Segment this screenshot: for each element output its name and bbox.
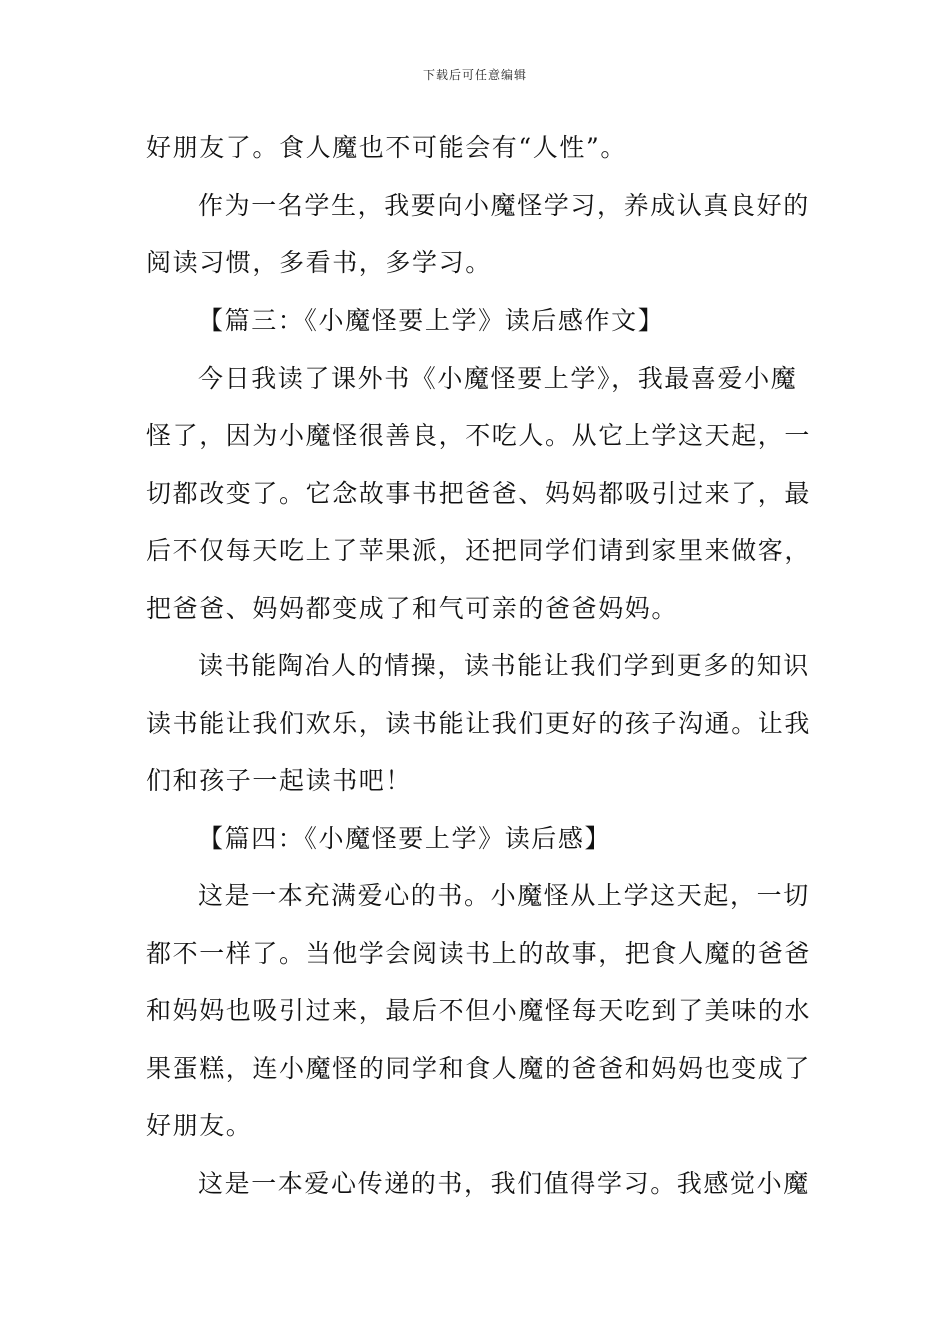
- text-line: 把爸爸、妈妈都变成了和气可亲的爸爸妈妈。: [146, 594, 679, 623]
- text-line: 切都改变了。它念故事书把爸爸、妈妈都吸引过来了，最: [146, 479, 812, 508]
- text-line: 都不一样了。当他学会阅读书上的故事，把食人魔的爸爸: [146, 939, 812, 968]
- paragraph-start-line: 这是一本爱心传递的书，我们值得学习。我感觉小魔: [198, 1169, 810, 1198]
- paragraph-start-line: 作为一名学生，我要向小魔怪学习，养成认真良好的: [198, 191, 810, 220]
- paragraph-start-line: 读书能陶冶人的情操，读书能让我们学到更多的知识: [198, 651, 810, 680]
- text-line: 好朋友。: [146, 1111, 253, 1140]
- section-heading: 【篇三：《小魔怪要上学》读后感作文】: [198, 306, 665, 335]
- paragraph-start-line: 这是一本充满爱心的书。小魔怪从上学这天起，一切: [198, 881, 810, 910]
- text-line: 读书能让我们欢乐，读书能让我们更好的孩子沟通。让我: [146, 709, 812, 738]
- text-line: 好朋友了。食人魔也不可能会有“人性”。: [146, 133, 627, 162]
- text-line: 果蛋糕，连小魔怪的同学和食人魔的爸爸和妈妈也变成了: [146, 1054, 812, 1083]
- text-line: 们和孩子一起读书吧！: [146, 766, 413, 795]
- text-line: 怪了，因为小魔怪很善良，不吃人。从它上学这天起，一: [146, 421, 812, 450]
- text-line: 和妈妈也吸引过来，最后不但小魔怪每天吃到了美味的水: [146, 996, 812, 1025]
- page-header: 下载后可任意编辑: [422, 68, 527, 82]
- section-heading: 【篇四：《小魔怪要上学》读后感】: [198, 824, 612, 853]
- text-line: 阅读习惯，多看书，多学习。: [146, 248, 492, 277]
- paragraph-start-line: 今日我读了课外书《小魔怪要上学》，我最喜爱小魔: [198, 364, 798, 393]
- text-line: 后不仅每天吃上了苹果派，还把同学们请到家里来做客，: [146, 536, 812, 565]
